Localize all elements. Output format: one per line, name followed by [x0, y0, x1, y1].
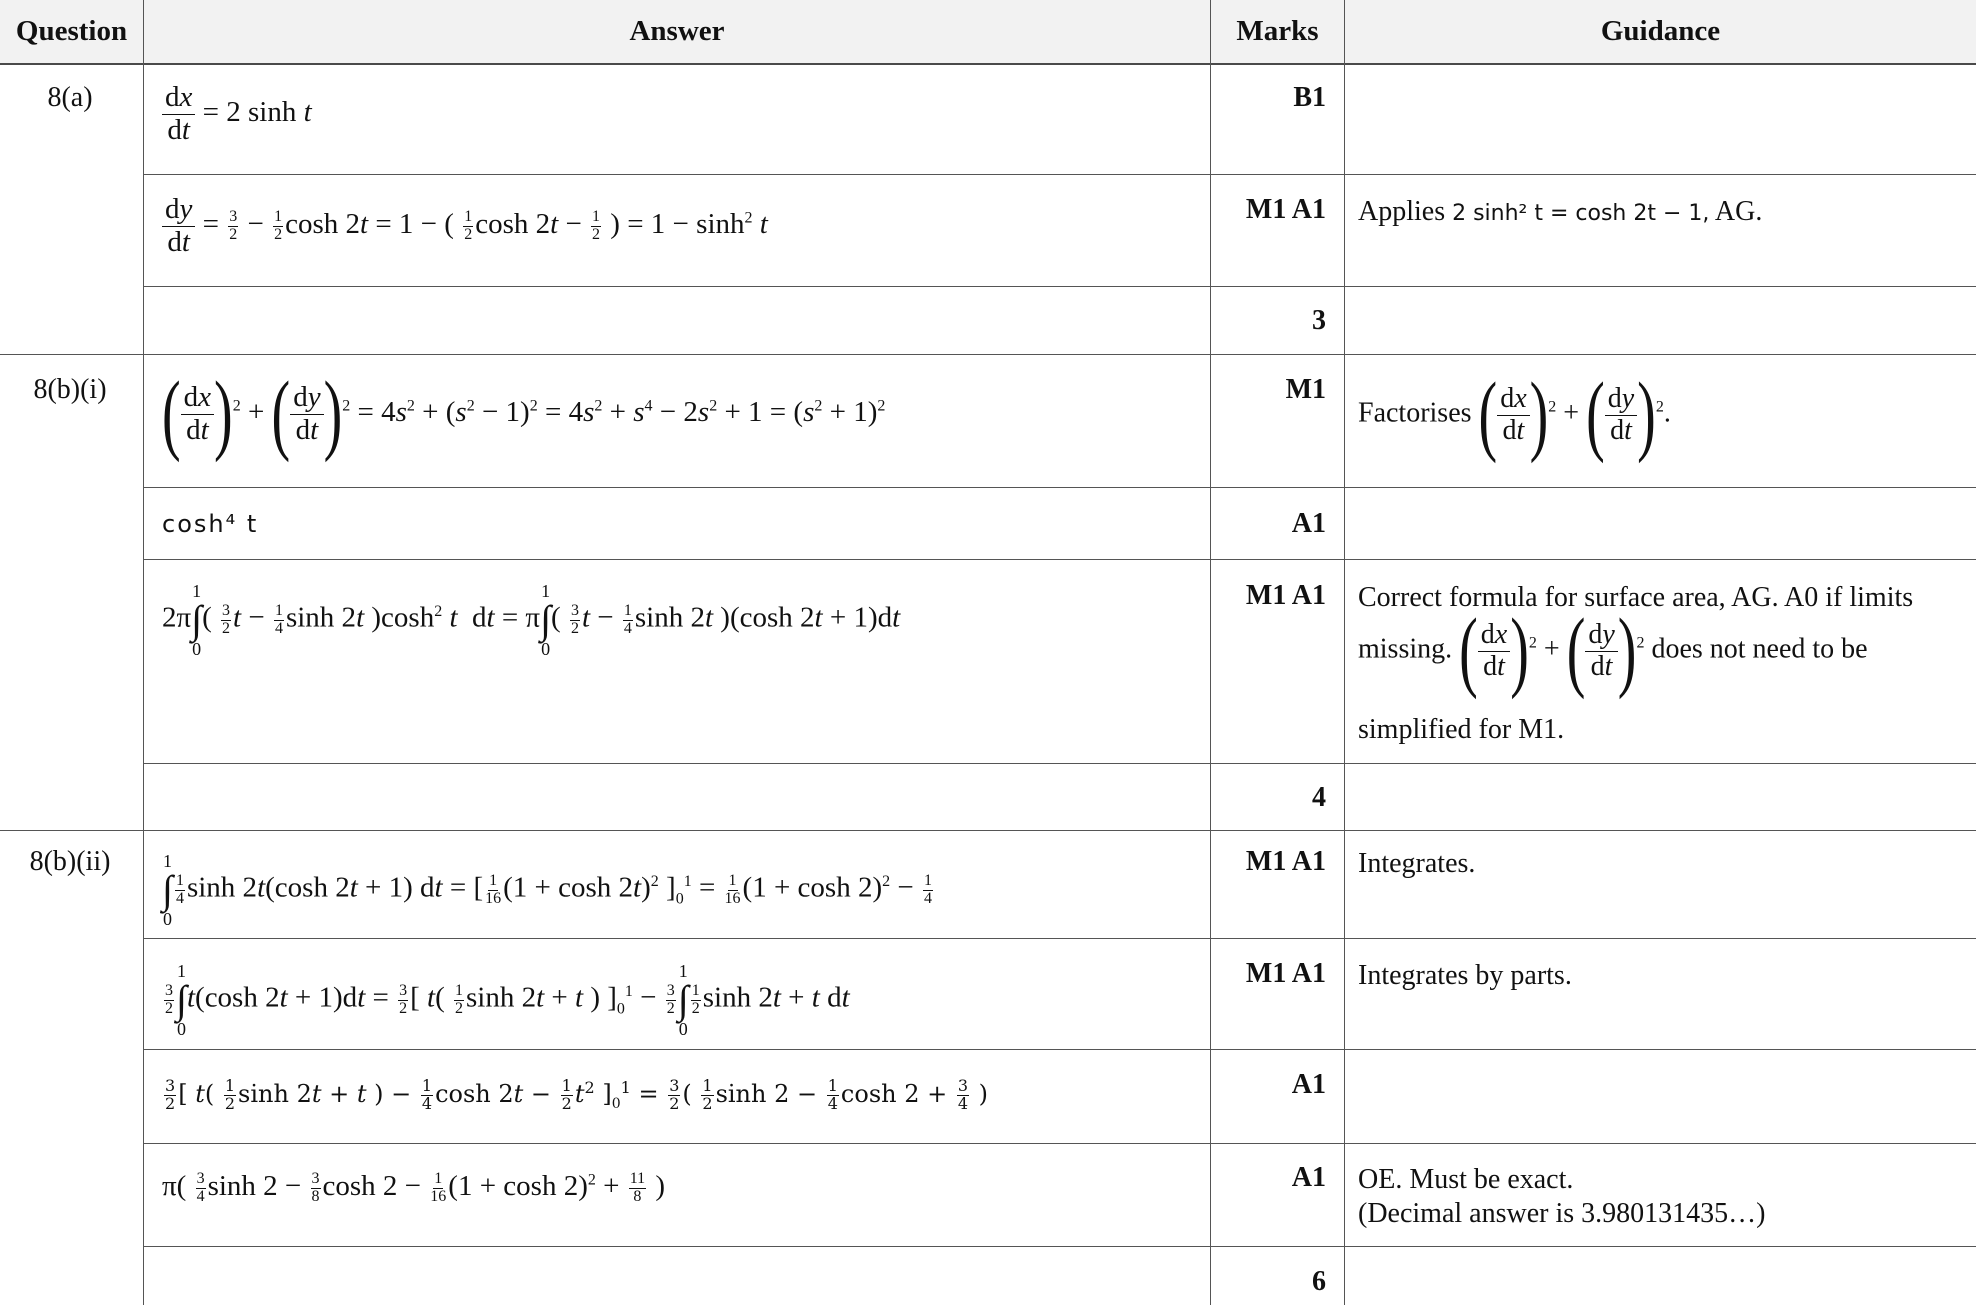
marks-cell: B1 [1293, 82, 1326, 113]
answer-formula: cosh⁴ t [162, 510, 259, 538]
guidance-post: . [1663, 397, 1671, 429]
col-divider [1210, 0, 1211, 1305]
guidance-text: OE. Must be exact. [1358, 1164, 1574, 1195]
guidance-pre: Factorises [1358, 397, 1472, 429]
marks-cell: A1 [1291, 1069, 1326, 1100]
guidance-post: does not need to be [1651, 633, 1868, 665]
col-divider [1344, 0, 1345, 1305]
answer-formula: $\frac{dx}{dt}$ = 2 sinh t [162, 82, 312, 147]
marks-cell: A1 [1291, 508, 1326, 539]
marks-cell: M1 A1 [1245, 580, 1326, 611]
guidance-math: 2 sinh² t = cosh 2t − 1, [1452, 201, 1710, 226]
marks-cell: M1 [1285, 374, 1326, 405]
fraction: $\frac{dy}{dt}$ [162, 194, 195, 259]
marks-cell: A1 [1291, 1162, 1326, 1193]
guidance-text: Integrates. [1358, 848, 1476, 879]
marks-cell: M1 A1 [1245, 194, 1326, 225]
answer-formula: 2π 1 ∫ 0 ( $\frac{3}{2}$ t − $\frac{1}{4}$ sinh 2t )$\cosh^2$ t dt = π 1 ∫ 0 ( $\frac{3}{2}$ t − $\frac{1}{4}$ sinh 2t )(cosh 2t + 1)dt [162, 581, 901, 659]
header-guidance [1345, 0, 1976, 65]
row-divider [143, 174, 1976, 175]
header-marks-label: Marks [1236, 15, 1319, 47]
answer-formula: ( $\frac{dx}{dt}$ )$^2$ + ( $\frac{dy}{dt}$ )$^2 = 4s^2 + (s^2 - 1)^2 = 4s^2 + s^4 - 2s^2 + 1 = (s^2 + 1)^2$ [162, 364, 886, 464]
answer-formula: 1 ∫ 0 $\frac{1}{4}$ sinh 2t(cosh 2t + 1) dt = [ $\frac{1}{16}$ $(1 + \cosh 2t)^2$ ]$_0^1$ = $\frac{1}{16}$ $(1 + \cosh 2)^2$ − $\frac{1}{4}$ [162, 851, 932, 929]
row-divider [143, 763, 1976, 764]
col-divider [143, 0, 144, 1305]
answer-formula: $\frac{3}{2}$ 1 ∫ 0 t(cosh 2t + 1)dt = $\frac{3}{2}$ [ t( $\frac{1}{2}$ sinh 2t + t ) ]$_0^1$ − $\frac{3}{2}$ 1 ∫ 0 $\frac{1}{2}$ sinh 2t + t dt [165, 961, 850, 1039]
guidance-text: Factorises ( $\frac{dx}{dt}$ )$^2$ + ( $\frac{dy}{dt}$ )$^2$. [1358, 365, 1671, 465]
question-label: 8(a) [47, 82, 93, 113]
row-divider [0, 354, 1976, 355]
row-divider [143, 286, 1976, 287]
marks-cell: M1 A1 [1245, 846, 1326, 877]
row-divider [143, 559, 1976, 560]
guidance-text: missing. ( $\frac{dx}{dt}$ )$^2$ + ( $\frac{dy}{dt}$ )$^2$ does not need to be [1358, 601, 1868, 701]
row-divider [0, 830, 1976, 831]
guidance-text: Integrates by parts. [1358, 960, 1572, 991]
guidance-text: simplified for M1. [1358, 714, 1565, 745]
marks-cell: M1 A1 [1245, 958, 1326, 989]
header-answer-label: Answer [629, 15, 725, 47]
marks-cell: 6 [1312, 1266, 1326, 1297]
question-label: 8(b)(i) [33, 374, 107, 405]
header-marks [1211, 0, 1344, 65]
guidance-pre: missing. [1358, 633, 1453, 665]
row-divider [143, 487, 1976, 488]
row-divider [143, 1049, 1976, 1050]
header-answer [144, 0, 1210, 65]
row-divider [143, 938, 1976, 939]
header-guidance-label: Guidance [1600, 15, 1721, 47]
guidance-text [1358, 194, 1762, 232]
marks-cell: 4 [1312, 782, 1326, 813]
guidance-text: (Decimal answer is 3.980131435…) [1358, 1198, 1766, 1229]
guidance-text: Correct formula for surface area, AG. A0 if limits [1358, 582, 1914, 613]
fraction: $\frac{dx}{dt}$ [162, 82, 195, 147]
answer-formula: π( $\frac{3}{4}$ sinh 2 − $\frac{3}{8}$ cosh 2 − $\frac{1}{16}$ $(1 + \cosh 2)^2$ + $\frac{11}{8}$ ) [162, 1170, 666, 1205]
answer-formula: $\frac{3}{2}$ [ t( $\frac{1}{2}$ sinh 2t + t ) − $\frac{1}{4}$ cosh 2t − $\frac{1}{2}$ $t^2$ ]$_0^1$ = $\frac{3}{2}$ ( $\frac{1}{2}$ sinh 2 − $\frac{1}{4}$ cosh 2 + $\frac{3}{4}$ ) [165, 1076, 989, 1113]
answer-formula: $\frac{dy}{dt}$ = $\frac{3}{2}$ − $\frac{1}{2}$ cosh 2t = 1 − ( $\frac{1}{2}$ cosh 2t − $\frac{1}{2}$ ) = $1 - \sinh^2 t$ [162, 194, 768, 259]
marks-cell: 3 [1312, 305, 1326, 336]
row-divider [143, 1246, 1976, 1247]
row-divider [143, 1143, 1976, 1144]
guidance-pre: Applies [1358, 196, 1453, 227]
guidance-post: AG. [1714, 196, 1763, 227]
question-label: 8(b)(ii) [29, 846, 111, 877]
header-question [0, 0, 143, 65]
header-question-label: Question [15, 15, 128, 47]
